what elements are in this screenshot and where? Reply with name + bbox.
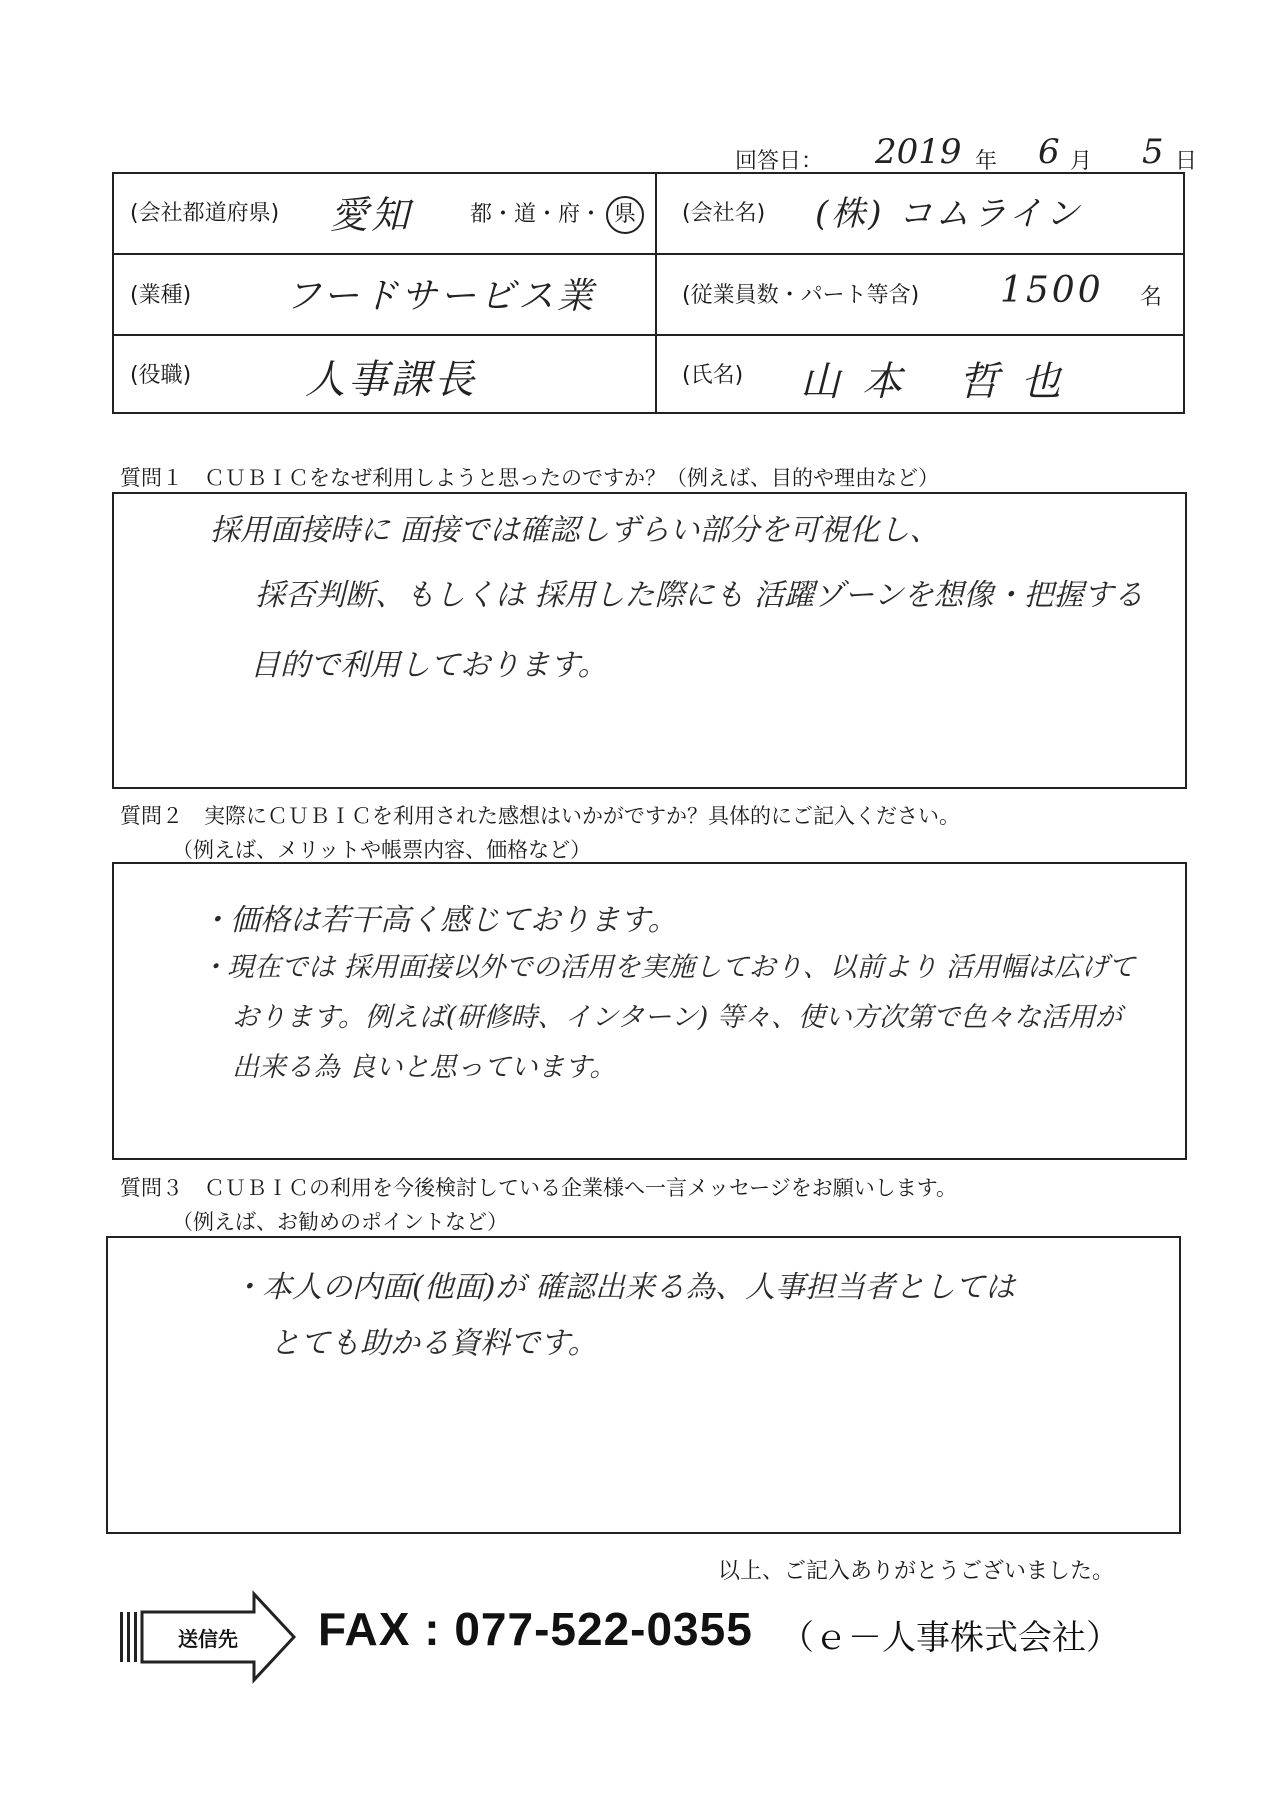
- date-year: 2019: [875, 132, 962, 172]
- name-label: (氏名): [682, 363, 744, 388]
- send-label: 送信先: [178, 1627, 238, 1651]
- q3-answer-line: ・本人の内面(他面)が 確認出来る為、人事担当者としては: [232, 1270, 1015, 1305]
- name-value[interactable]: 山本 哲也: [800, 359, 1083, 405]
- date-day: 5: [1142, 132, 1164, 172]
- send-arrow: [118, 1590, 298, 1684]
- prefecture-options: [470, 196, 644, 234]
- q2-answer-line: 出来る為 良いと思っています。: [232, 1052, 617, 1083]
- date-year-unit: 年: [975, 149, 998, 174]
- employees-value[interactable]: 1500: [1000, 270, 1104, 311]
- q2-answer-line: おります。例えば(研修時、インターン) 等々、使い方次第で色々な活用が: [232, 1002, 1122, 1033]
- q2-answer-line: ・価格は若干高く感じております。: [200, 903, 678, 938]
- q1-answer-line: 目的で利用しております。: [250, 648, 608, 683]
- industry-value[interactable]: フードサービス業: [285, 276, 596, 317]
- q3-label: 質問３ ＣＵＢＩＣの利用を今後検討している企業様へ一言メッセージをお願いします。: [120, 1176, 958, 1200]
- q1-answer-line: 採用面接時に 面接では確認しずらい部分を可視化し、: [210, 513, 940, 548]
- q2-label: 質問２ 実際にＣＵＢＩＣを利用された感想はいかがですか？具体的にご記入ください。: [120, 804, 960, 828]
- q2-example: （例えば、メリットや帳票内容、価格など）: [172, 838, 592, 862]
- q1-answer-line: 採否判断、もしくは 採用した際にも 活躍ゾーンを想像・把握する: [255, 578, 1144, 613]
- prefecture-selected: 県: [606, 196, 644, 234]
- q1-label: 質問１ ＣＵＢＩＣをなぜ利用しようと思ったのですか？（例えば、目的や理由など）: [120, 466, 939, 490]
- date-month-unit: 月: [1070, 149, 1093, 174]
- prefecture-label: (会社都道府県): [130, 201, 280, 226]
- q2-answer-line: ・現在では 採用面接以外での活用を実施しており、以前より 活用幅は広げて: [200, 952, 1136, 983]
- prefecture-options-text: 都・道・府・: [470, 202, 603, 227]
- date-day-unit: 日: [1175, 149, 1198, 174]
- company-value[interactable]: (株) コムライン: [815, 194, 1083, 234]
- recipient-company: （ｅ－人事株式会社）: [780, 1618, 1120, 1658]
- employees-label: (従業員数・パート等含): [682, 283, 920, 308]
- q3-example: （例えば、お勧めのポイントなど）: [172, 1210, 508, 1234]
- position-label: (役職): [130, 363, 192, 388]
- date-label: 回答日：: [735, 149, 824, 174]
- prefecture-value[interactable]: 愛知: [330, 193, 413, 237]
- q3-answer-line: とても助かる資料です。: [270, 1326, 598, 1361]
- date-month: 6: [1038, 132, 1060, 172]
- thanks-text: 以上、ご記入ありがとうございました。: [718, 1559, 1115, 1584]
- fax-number: FAX : 077-522-0355: [318, 1603, 753, 1655]
- employees-unit: 名: [1140, 285, 1163, 310]
- industry-label: (業種): [130, 283, 192, 308]
- position-value[interactable]: 人事課長: [305, 357, 477, 403]
- company-label: (会社名): [682, 201, 766, 226]
